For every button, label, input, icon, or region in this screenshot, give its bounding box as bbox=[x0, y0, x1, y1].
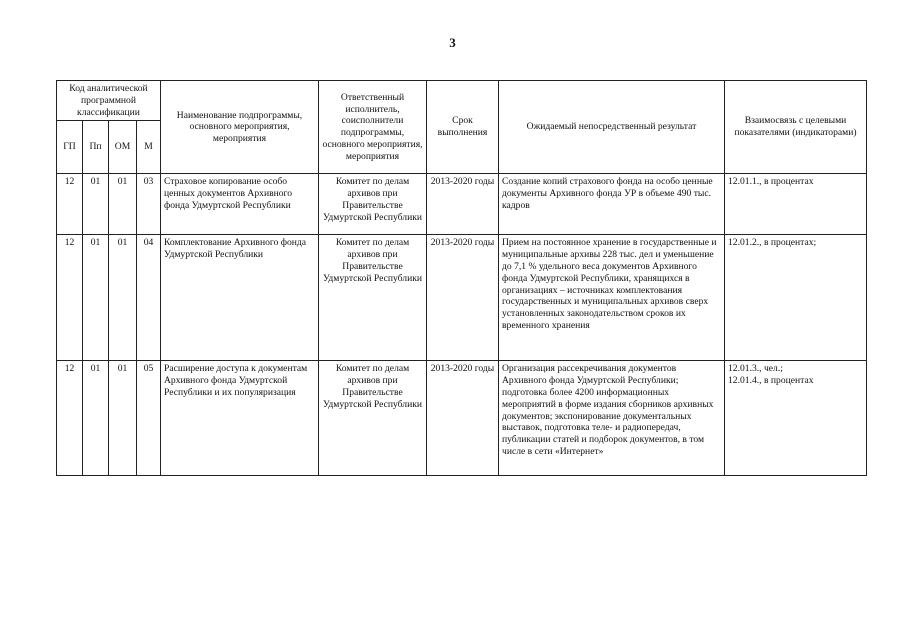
table-row bbox=[57, 235, 867, 361]
page-number: 3 bbox=[449, 35, 456, 50]
cell-result: Организация рассекречивания документов Архивного фонда Удмуртской Республики; подготовка более 4200 информационных мероприятий в форме издания сборников архивных документов; экспонирование документальных выставок, подготовка теле- и радиопередач, публикации статей и подборок документов, в том числе в сети «Интернет» bbox=[499, 361, 725, 476]
header-executor: Ответственный исполнитель, соисполнители подпрограммы, основного мероприятия, мероприятия bbox=[319, 81, 427, 174]
cell-indicators bbox=[725, 361, 867, 476]
indicator-line: 12.01.2., в процентах; bbox=[728, 237, 817, 249]
cell-pp: 01 bbox=[83, 235, 109, 361]
header-result: Ожидаемый непосредственный результат bbox=[499, 81, 725, 174]
header-m: М bbox=[137, 121, 161, 174]
cell-name: Комплектование Архивного фонда Удмуртской Республики bbox=[161, 235, 319, 361]
indicator-line: 12.01.4., в процентах bbox=[728, 375, 814, 387]
cell-gp: 12 bbox=[57, 361, 83, 476]
header-gp: ГП bbox=[57, 121, 83, 174]
cell-name: Страховое копирование особо ценных документов Архивного фонда Удмуртской Республики bbox=[161, 174, 319, 235]
indicator-line: 12.01.3., чел.; bbox=[728, 363, 783, 375]
cell-pp: 01 bbox=[83, 361, 109, 476]
cell-om: 01 bbox=[109, 235, 137, 361]
cell-executor: Комитет по делам архивов при Правительстве Удмуртской Республики bbox=[319, 174, 427, 235]
cell-executor: Комитет по делам архивов при Правительстве Удмуртской Республики bbox=[319, 235, 427, 361]
table-row bbox=[57, 174, 867, 235]
header-name: Наименование подпрограммы, основного мероприятия, мероприятия bbox=[161, 81, 319, 174]
cell-pp: 01 bbox=[83, 174, 109, 235]
cell-m: 04 bbox=[137, 235, 161, 361]
header-indicators: Взаимосвязь с целевыми показателями (индикаторами) bbox=[725, 81, 867, 174]
cell-term: 2013-2020 годы bbox=[427, 361, 499, 476]
cell-gp: 12 bbox=[57, 235, 83, 361]
cell-term: 2013-2020 годы bbox=[427, 174, 499, 235]
cell-term: 2013-2020 годы bbox=[427, 235, 499, 361]
cell-indicators bbox=[725, 235, 867, 361]
cell-om: 01 bbox=[109, 361, 137, 476]
program-table bbox=[56, 80, 867, 476]
table-row bbox=[57, 361, 867, 476]
header-term: Срок выполнения bbox=[427, 81, 499, 174]
header-om: ОМ bbox=[109, 121, 137, 174]
cell-executor: Комитет по делам архивов при Правительстве Удмуртской Республики bbox=[319, 361, 427, 476]
cell-name: Расширение доступа к документам Архивного фонда Удмуртской Республики и их популяризация bbox=[161, 361, 319, 476]
cell-om: 01 bbox=[109, 174, 137, 235]
header-pp: Пп bbox=[83, 121, 109, 174]
cell-indicators bbox=[725, 174, 867, 235]
cell-result: Прием на постоянное хранение в государственные и муниципальные архивы 228 тыс. дел и уменьшение до 7,1 % удельного веса документов Архивного фонда Удмуртской Республики, хранящихся в организациях – источниках комплектования государственных и муниципальных архивов сверх установленных законодательством сроков их временного хранения bbox=[499, 235, 725, 361]
cell-m: 05 bbox=[137, 361, 161, 476]
cell-result: Создание копий страхового фонда на особо ценные документы Архивного фонда УР в объеме 490 тыс. кадров bbox=[499, 174, 725, 235]
cell-gp: 12 bbox=[57, 174, 83, 235]
header-code-group: Код аналитической программной классификации bbox=[57, 81, 161, 121]
cell-m: 03 bbox=[137, 174, 161, 235]
indicator-line: 12.01.1., в процентах bbox=[728, 176, 814, 188]
